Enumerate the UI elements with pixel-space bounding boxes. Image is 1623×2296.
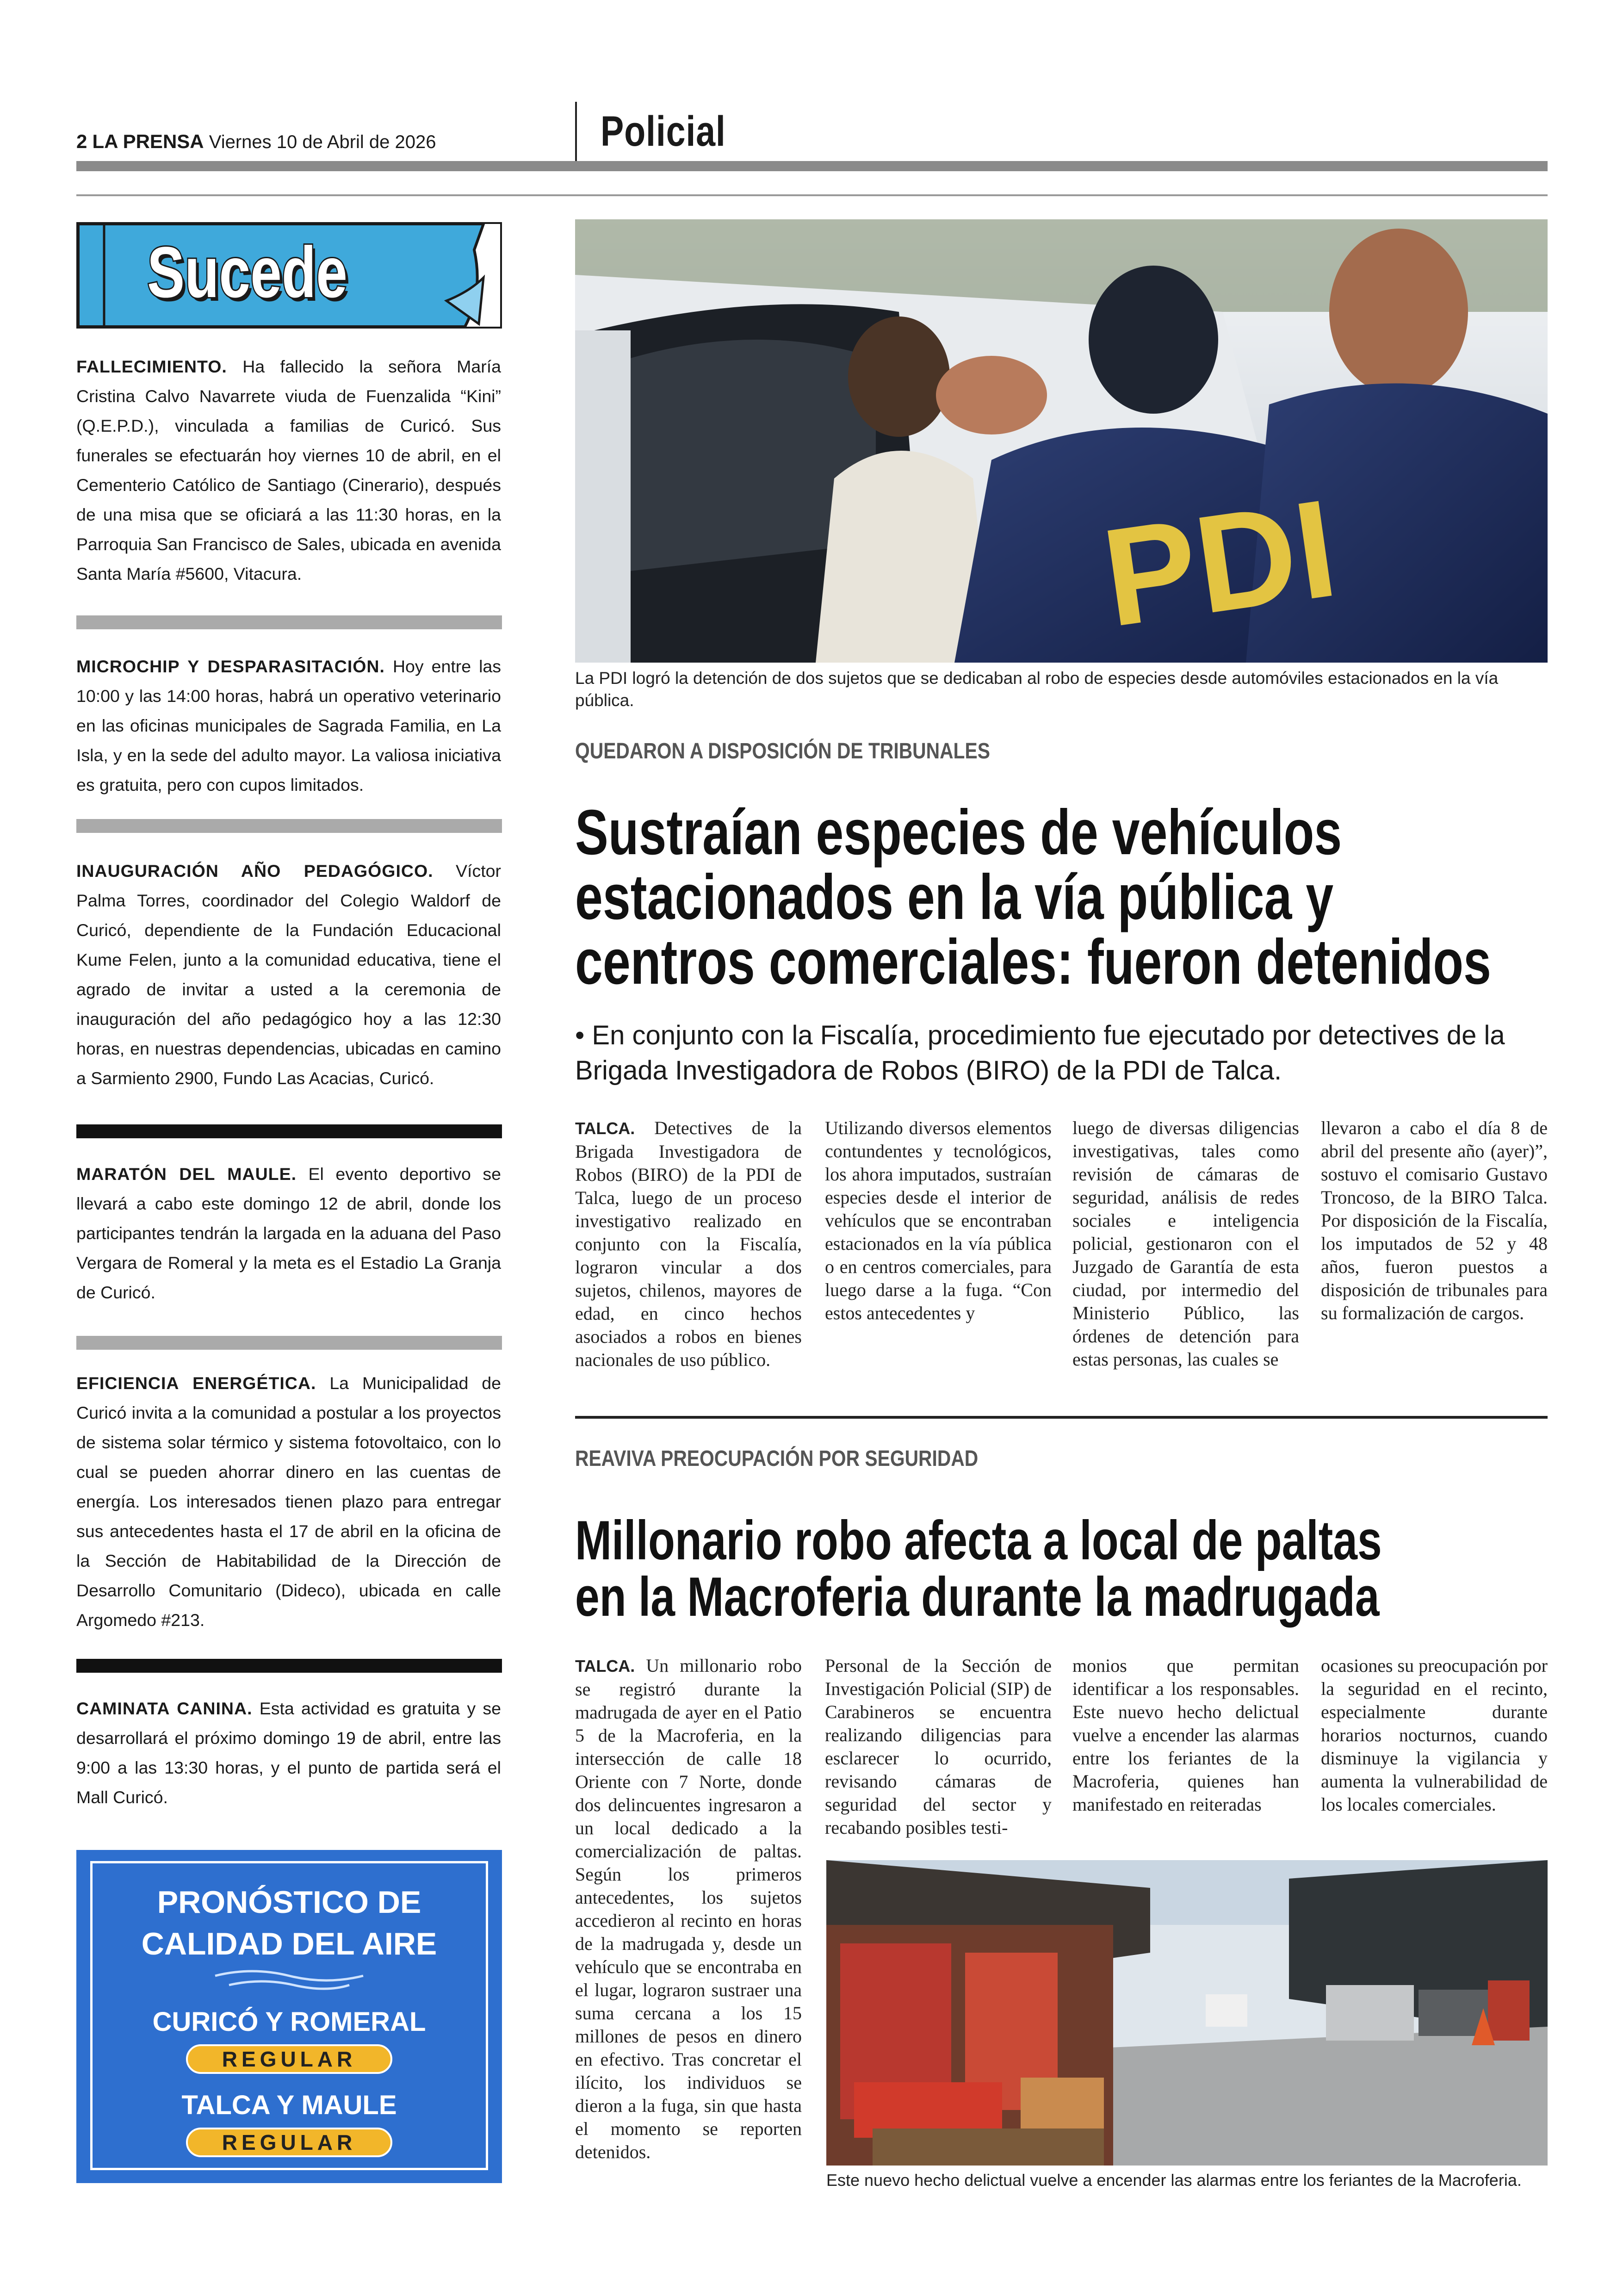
- article2-column-2: Personal de la Sección de Investigación Policial (SIP) de Carabineros se encuentra realizando diligencias para esclarecer lo ocurrido, revisando cámaras de seguridad del sector y recabando posibles testi-: [825, 1655, 1052, 1838]
- brief-maraton: [76, 1159, 501, 1307]
- article2-column-4: ocasiones su preocupación por la seguridad en el recinto, especialmente durante horarios nocturnos, cuando disminuye la vigilancia y aumenta la vulnerabilidad de los locales comerciales.: [1321, 1655, 1548, 1815]
- article1-dateline: TALCA.: [575, 1119, 635, 1138]
- section-title: Policial: [601, 108, 726, 155]
- brief-heading: INAUGURACIÓN AÑO PEDAGÓGICO.: [76, 861, 434, 881]
- article1-photo-caption: La PDI logró la detención de dos sujetos que se dedicaban al robo de especies desde automóviles estacionados en la vía pública.: [575, 669, 1499, 710]
- article1-col1-text: Detectives de la Brigada Investigadora de Robos (BIRO) de la PDI de Talca, luego de un proceso investigativo realizado en conjunto con la Fiscalía, lograron vincular a dos sujetos, chilenos, mayores de edad, en cinco hechos asociados a robos en bienes nacionales de uso público.: [575, 1117, 802, 1370]
- air-quality-title-1: PRONÓSTICO DE: [157, 1885, 421, 1920]
- pdi-jacket-lettering: PDI: [1094, 470, 1345, 656]
- brief-separator: [76, 1336, 502, 1350]
- page-number: 2: [76, 130, 87, 152]
- brief-separator: [76, 1659, 502, 1673]
- article1-column-1: [575, 1117, 802, 1371]
- issue-date: Viernes 10 de Abril de 2026: [209, 132, 436, 152]
- brief-microchip: [76, 652, 501, 800]
- brief-text: Esta actividad es gratuita y se desarrollará el próximo domingo 19 de abril, entre las 9:00 a las 13:30 horas, y el punto de partida será el Mall Curicó.: [76, 1699, 501, 1807]
- article1-headline-line3: centros comerciales: fueron detenidos: [575, 926, 1491, 998]
- article2-column-3: monios que permitan identificar a los responsables. Este nuevo hecho delictual vuelve a encender las alarmas entre los feriantes de la Macroferia, quienes han manifestado en reiteradas: [1072, 1655, 1299, 1815]
- brief-heading: CAMINATA CANINA.: [76, 1699, 253, 1718]
- brief-fallecimiento: [76, 352, 501, 589]
- header-bar: [76, 161, 1548, 171]
- macroferia-photo: [826, 1860, 1548, 2166]
- article1-column-4: llevaron a cabo el día 8 de abril del presente año (ayer)”, sostuvo el comisario Gustavo Troncoso, de la BIRO Talca. Por disposición de la Fiscalía, los imputados de 52 y 48 años, fueron puestos a disposición de tribunales para su formalización de cargos.: [1321, 1117, 1548, 1323]
- air-quality-region-2: TALCA Y MAULE: [181, 2090, 397, 2120]
- article2-kicker: REAVIVA PREOCUPACIÓN POR SEGURIDAD: [575, 1446, 979, 1471]
- brief-heading: EFICIENCIA ENERGÉTICA.: [76, 1373, 316, 1393]
- article2-headline-line1: Millonario robo afecta a local de paltas: [575, 1509, 1382, 1571]
- header-divider: [575, 102, 577, 162]
- article1-headline-line2: estacionados en la vía pública y: [575, 862, 1334, 933]
- article2-headline-line2: en la Macroferia durante la madrugada: [575, 1566, 1380, 1628]
- article1-column-3: luego de diversas diligencias investigativas, tales como revisión de cámaras de seguridad, análisis de redes sociales e inteligencia policial, gestionaron con el Juzgado de Garantía de esta ciudad, por intermedio del Ministerio Público, las órdenes de detención para estas personas, las cuales se: [1072, 1117, 1299, 1370]
- air-quality-status-2: REGULAR: [186, 2128, 392, 2157]
- air-quality-status-1: REGULAR: [186, 2044, 392, 2074]
- pdi-arrest-photo: [575, 219, 1548, 663]
- brief-text: La Municipalidad de Curicó invita a la comunidad a postular a los proyectos de sistema solar térmico y sistema fotovoltaico, con lo cual se pueden ahorrar dinero en las cuentas de energía. Los interesados tienen plazo para entregar sus antecedentes hasta el 17 de abril en la oficina de la Sección de Habitabilidad de la Dirección de Desarrollo Comunitario (Dideco), ubicada en calle Argomedo #213.: [76, 1373, 501, 1630]
- brief-heading: MARATÓN DEL MAULE.: [76, 1164, 297, 1184]
- brief-eficiencia: [76, 1368, 501, 1635]
- article1-column-2: Utilizando diversos elementos contundentes y tecnológicos, los ahora imputados, sustraían especies desde el interior de vehículos que se encontraban estacionados en la vía pública o en centros comerciales, para luego darse a la fuga. “Con estos antecedentes y: [825, 1117, 1052, 1323]
- wind-icon: [211, 1967, 368, 1994]
- brief-separator: [76, 819, 502, 833]
- brief-heading: MICROCHIP Y DESPARASITACIÓN.: [76, 657, 385, 676]
- brief-heading: FALLECIMIENTO.: [76, 357, 227, 376]
- paper-name: LA PRENSA: [92, 130, 204, 152]
- article1-bajada: [575, 1018, 1548, 1088]
- sucede-title: Sucede: [147, 232, 347, 313]
- brief-text: Víctor Palma Torres, coordinador del Colegio Waldorf de Curicó, dependiente de la Fundación Educacional Kume Felen, junto a la comunidad educativa, tiene el agrado de invitar a usted a la ceremonia de inauguración del año pedagógico hoy a las 12:30 horas, en nuestras dependencias, ubicadas en camino a Sarmiento 2900, Fundo Las Acacias, Curicó.: [76, 861, 501, 1088]
- brief-separator: [76, 1124, 502, 1138]
- article1-kicker: QUEDARON A DISPOSICIÓN DE TRIBUNALES: [575, 739, 990, 763]
- header-rule: [76, 194, 1548, 196]
- brief-text: Ha fallecido la señora María Cristina Calvo Navarrete viuda de Fuenzalida “Kini” (Q.E.P.D.), vinculada a familias de Curicó. Sus funerales se efectuarán hoy viernes 10 de abril, en el Cementerio Católico de Santiago (Cinerario), después de una misa que se oficiará a las 11:30 horas, en la Parroquia San Francisco de Sales, ubicada en avenida Santa María #5600, Vitacura.: [76, 357, 501, 583]
- article-divider: [575, 1416, 1548, 1419]
- brief-inauguracion: [76, 856, 501, 1093]
- article1-headline-line1: Sustraían especies de vehículos: [575, 797, 1342, 868]
- article2-column-1: [575, 1654, 802, 2164]
- air-quality-region-1: CURICÓ Y ROMERAL: [152, 2007, 426, 2037]
- brief-separator: [76, 615, 502, 629]
- brief-caminata: [76, 1694, 501, 1812]
- bullet-icon: •: [575, 1020, 592, 1050]
- air-quality-title-2: CALIDAD DEL AIRE: [141, 1926, 437, 1961]
- article2-col1-text: Un millonario robo se registró durante la madrugada de ayer en el Patio 5 de la Macroferia, en la intersección de calle 18 Oriente con 7 Norte, donde dos delincuentes ingresaron a un local dedicado a la comercialización de paltas. Según los primeros antecedentes, los sujetos accedieron al recinto en horas de la madrugada y, desde un vehículo que se encontraba en el lugar, lograron sustraer una suma cercana a los 15 millones de pesos en dinero en efectivo. Tras concretar el ilícito, los individuos se dieron a la fuga, sin que hasta el momento se reporten detenidos.: [575, 1655, 802, 2162]
- article1-bajada-text: En conjunto con la Fiscalía, procedimiento fue ejecutado por detectives de la Brigada Investigadora de Robos (BIRO) de la PDI de Talca.: [575, 1020, 1505, 1086]
- brief-text: Hoy entre las 10:00 y las 14:00 horas, habrá un operativo veterinario en las oficinas municipales de Sagrada Familia, en La Isla, y en la sede del adulto mayor. La valiosa iniciativa es gratuita, pero con cupos limitados.: [76, 657, 502, 794]
- article2-photo-caption: Este nuevo hecho delictual vuelve a encender las alarmas entre los feriantes de la Macroferia.: [826, 2171, 1522, 2190]
- article2-dateline: TALCA.: [575, 1657, 635, 1675]
- brief-text: El evento deportivo se llevará a cabo este domingo 12 de abril, donde los participantes tendrán la largada en la aduana del Paso Vergara de Romeral y la meta es el Estadio La Granja de Curicó.: [76, 1164, 501, 1302]
- page-header: [76, 130, 436, 153]
